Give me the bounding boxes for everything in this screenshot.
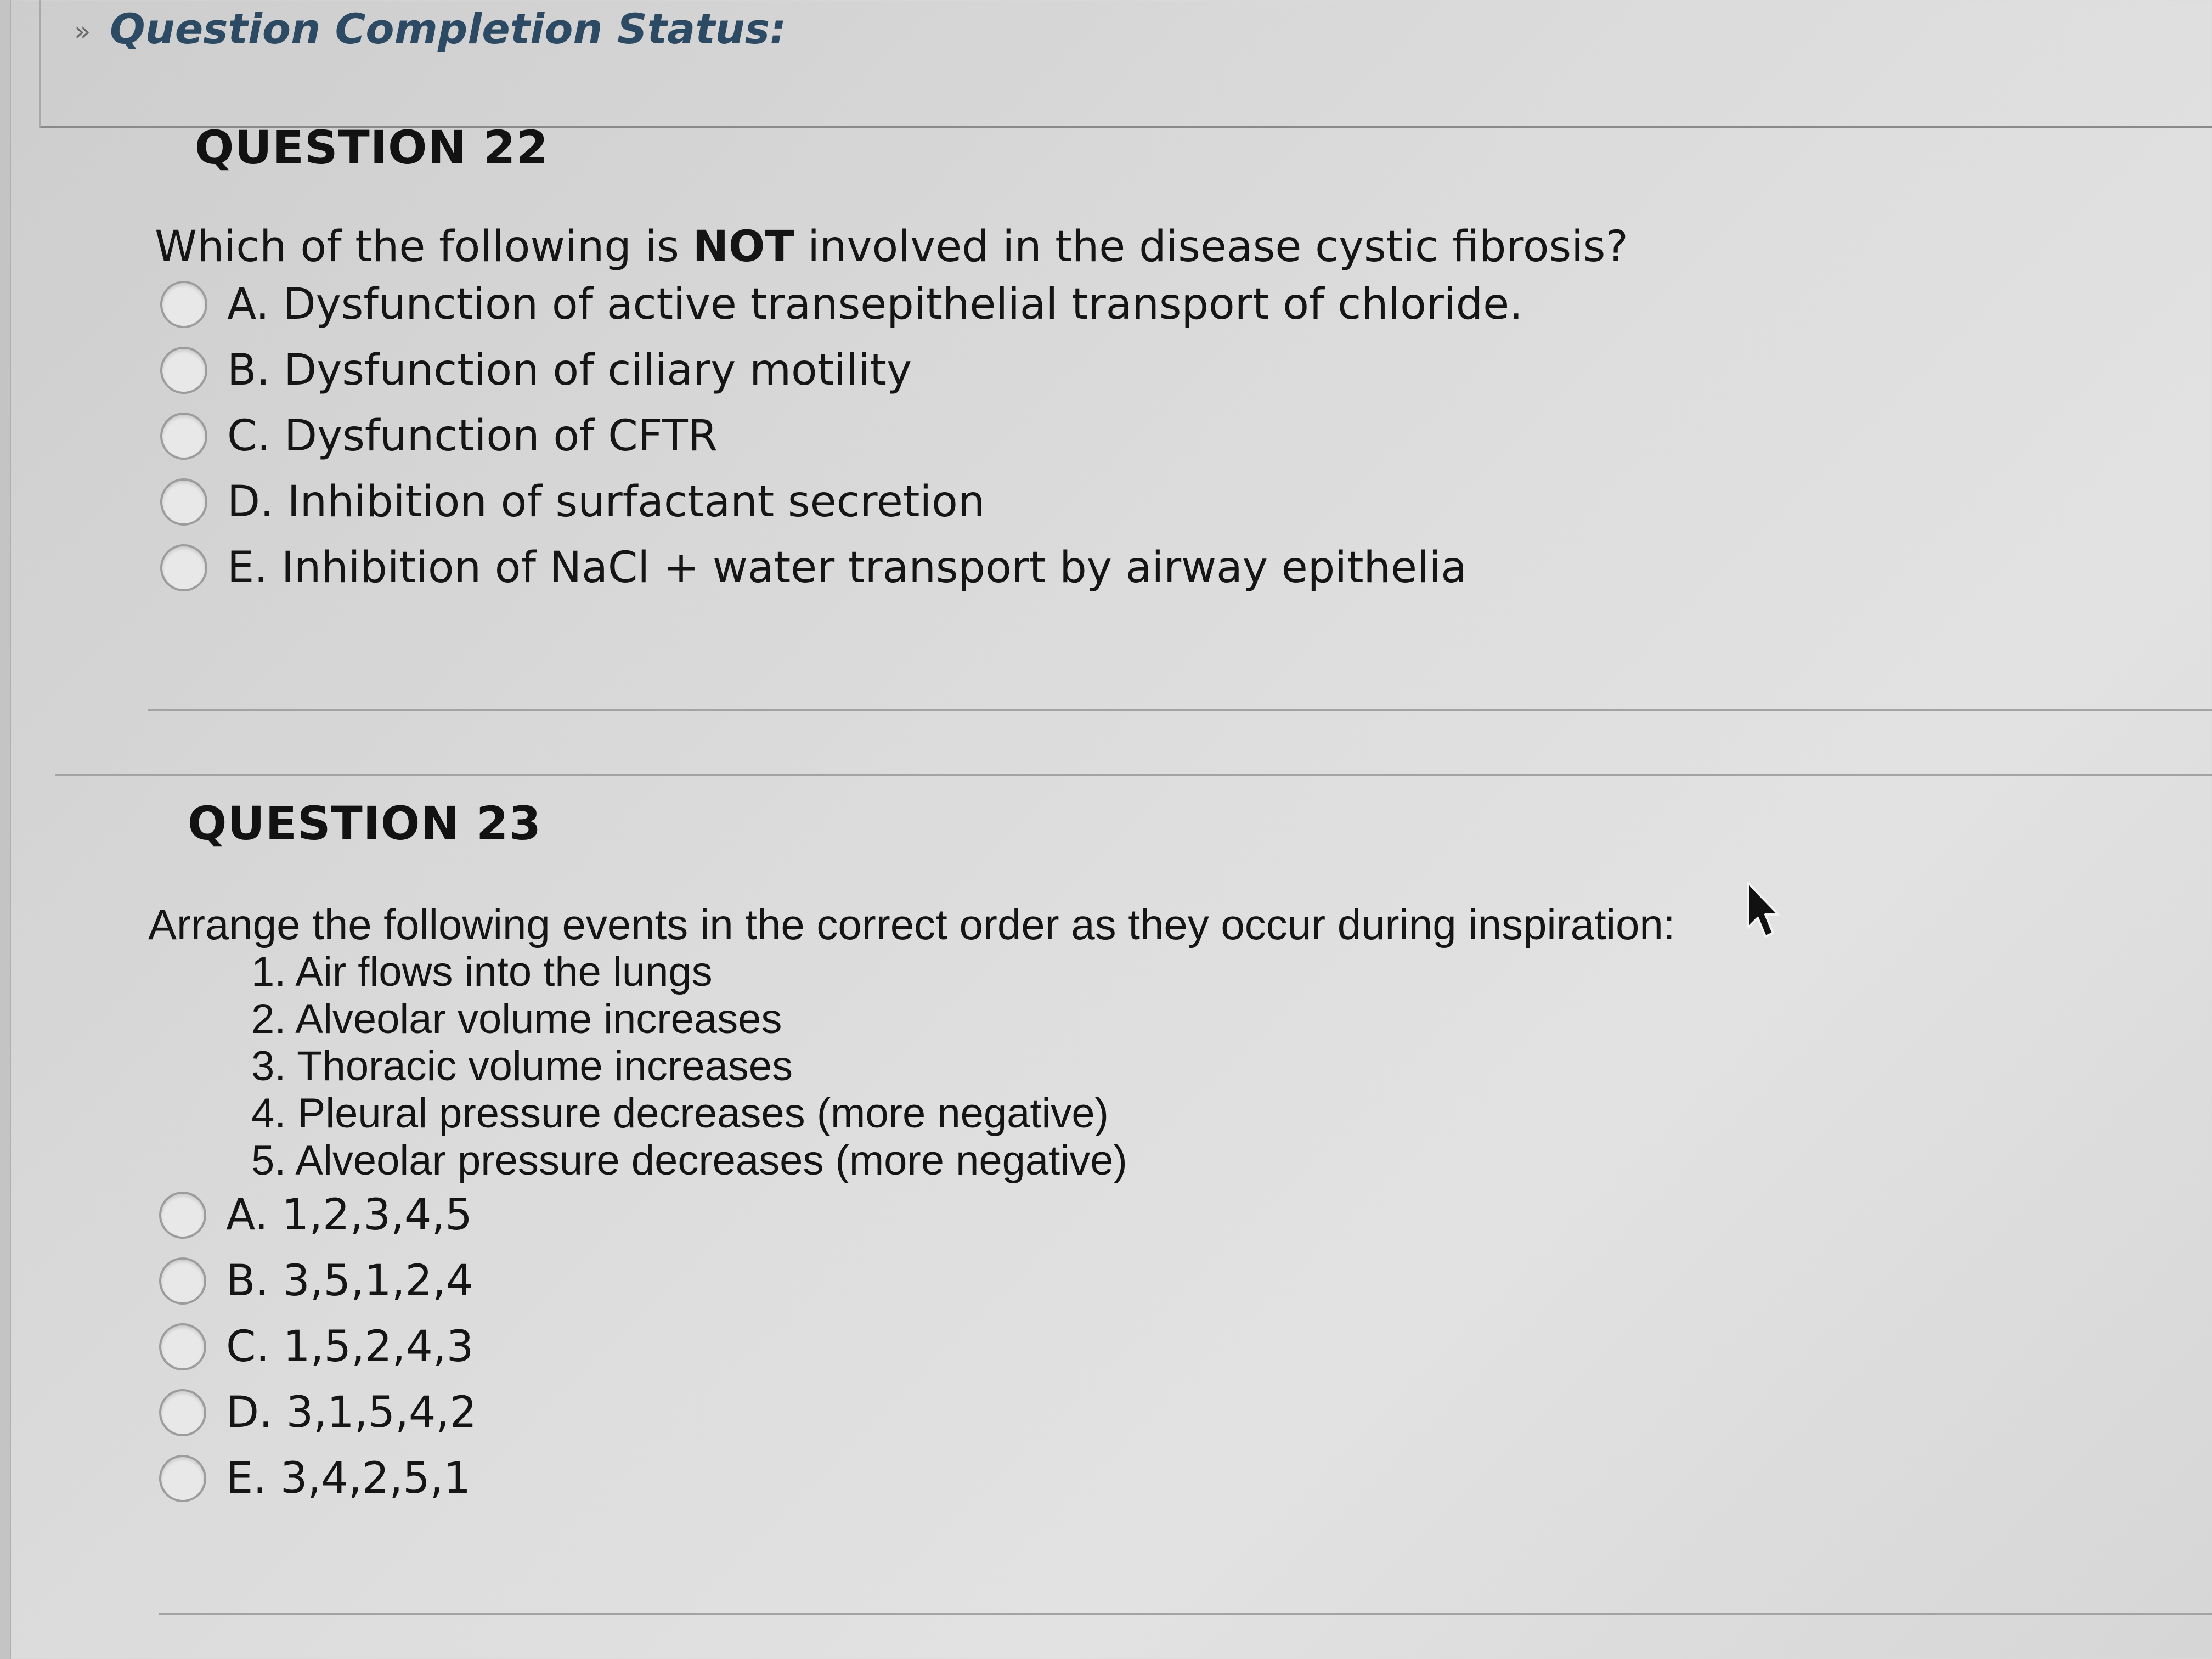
question-22-text-end: involved in the disease cystic fibrosis? [794, 222, 1628, 272]
q22-option-c[interactable] [160, 406, 718, 466]
event-item-2: 2. Alveolar volume increases [251, 996, 782, 1042]
q23-radio-a[interactable] [159, 1192, 206, 1239]
mouse-pointer-icon [1745, 881, 1783, 941]
q22-radio-b[interactable] [160, 347, 207, 394]
q23-radio-e[interactable] [159, 1455, 206, 1502]
q23-radio-b[interactable] [159, 1257, 206, 1305]
q22-radio-a[interactable] [160, 281, 207, 328]
q23-option-b[interactable] [159, 1251, 473, 1311]
q22-radio-d[interactable] [160, 478, 207, 526]
question-separator [55, 774, 2212, 776]
q22-option-d-label: D. Inhibition of surfactant secretion [227, 477, 985, 527]
q23-option-b-label: B. 3,5,1,2,4 [226, 1256, 473, 1306]
event-item-4: 4. Pleural pressure decreases (more negative) [251, 1090, 1109, 1137]
question-23-heading: QUESTION 23 [188, 797, 541, 850]
q22-option-a-label: A. Dysfunction of active transepithelial transport of chloride. [227, 280, 1523, 329]
q23-option-e-label: E. 3,4,2,5,1 [226, 1454, 471, 1503]
q23-option-e[interactable] [159, 1448, 471, 1509]
question-22-text-emphasis: NOT [692, 222, 794, 272]
q23-radio-d[interactable] [159, 1389, 206, 1436]
q22-radio-e[interactable] [160, 544, 207, 591]
q22-option-b-label: B. Dysfunction of ciliary motility [227, 346, 912, 395]
question-23-bottom-divider [159, 1613, 2212, 1615]
q23-option-a[interactable] [159, 1185, 472, 1245]
q22-option-a[interactable] [160, 274, 1523, 335]
completion-status-title[interactable]: Question Completion Status: [110, 4, 787, 53]
question-22-text-start: Which of the following is [155, 222, 693, 272]
q23-radio-c[interactable] [159, 1323, 206, 1370]
q23-option-c[interactable] [159, 1317, 473, 1377]
q22-option-e[interactable] [160, 538, 1467, 598]
q22-option-b[interactable] [160, 340, 912, 400]
question-22-text [155, 222, 1628, 272]
q22-option-e-label: E. Inhibition of NaCl + water transport by airway epithelia [227, 543, 1468, 592]
q23-option-c-label: C. 1,5,2,4,3 [226, 1322, 474, 1372]
q23-option-a-label: A. 1,2,3,4,5 [226, 1190, 472, 1240]
event-item-5: 5. Alveolar pressure decreases (more negative) [251, 1137, 1127, 1184]
question-22-bottom-divider [148, 709, 2212, 711]
q22-radio-c[interactable] [160, 413, 207, 460]
q22-option-c-label: C. Dysfunction of CFTR [227, 411, 718, 461]
question-22-heading: QUESTION 22 [195, 121, 549, 174]
q23-option-d-label: D. 3,1,5,4,2 [226, 1388, 477, 1437]
q23-option-d[interactable] [159, 1383, 477, 1443]
question-23-text: Arrange the following events in the correct order as they occur during inspiration: [148, 900, 1675, 949]
event-item-1: 1. Air flows into the lungs [251, 949, 713, 995]
event-item-3: 3. Thoracic volume increases [251, 1043, 793, 1090]
double-chevron-down-icon[interactable]: » [74, 15, 91, 47]
q22-option-d[interactable] [160, 472, 985, 532]
window-edge [0, 0, 11, 1659]
